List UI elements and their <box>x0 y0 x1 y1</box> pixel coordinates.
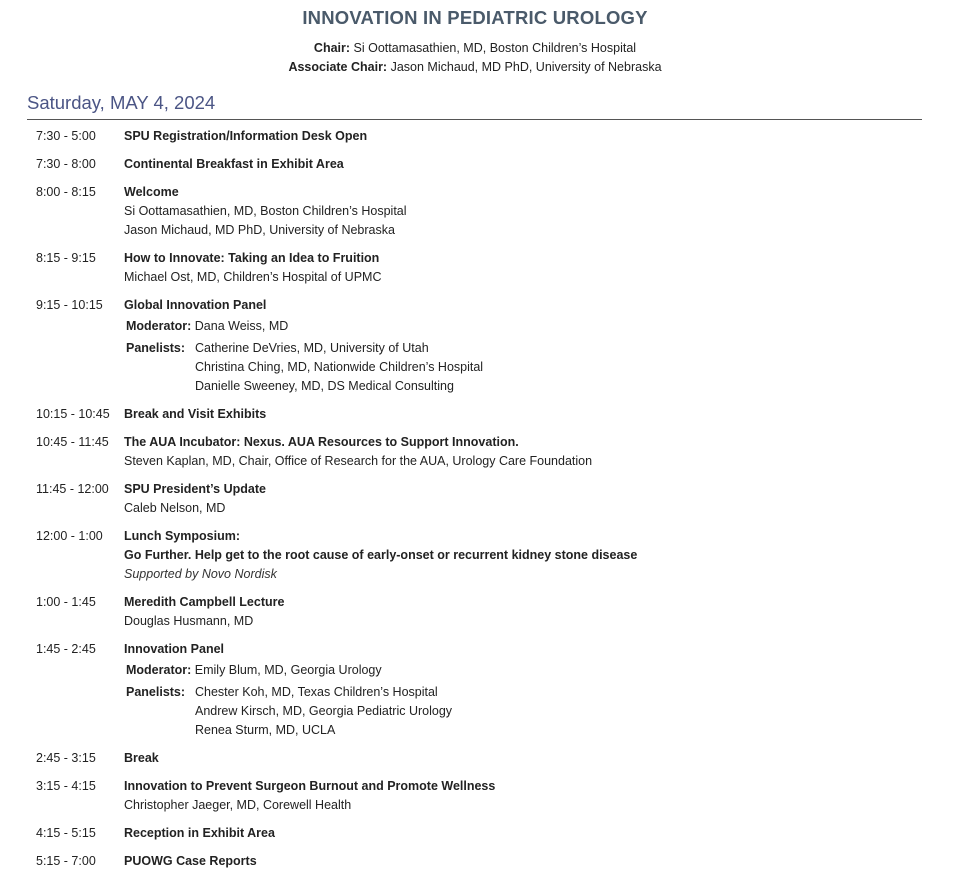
session-title: SPU President’s Update <box>124 482 266 496</box>
panelist-name: Catherine DeVries, MD, University of Utah <box>195 341 429 355</box>
session-details <box>124 852 936 871</box>
session-title: Break <box>124 751 159 765</box>
panelist-name: Andrew Kirsch, MD, Georgia Pediatric Urology <box>195 704 453 718</box>
session-subtitle: Go Further. Help get to the root cause of early-onset or recurrent kidney stone disease <box>124 548 638 562</box>
session-details <box>124 405 936 424</box>
divider <box>27 119 922 120</box>
session-time: 2:45 - 3:15 <box>36 751 96 765</box>
session-time: 5:15 - 7:00 <box>36 854 96 868</box>
session-time: 1:45 - 2:45 <box>36 642 96 656</box>
session-title: PUOWG Case Reports <box>124 854 257 868</box>
panelists-block <box>126 339 936 396</box>
schedule-row <box>36 527 936 584</box>
session-time: 8:00 - 8:15 <box>36 185 96 199</box>
session-time: 10:15 - 10:45 <box>36 407 110 421</box>
session-time: 9:15 - 10:15 <box>36 298 103 312</box>
panelists-list <box>195 339 936 396</box>
session-time: 12:00 - 1:00 <box>36 529 103 543</box>
schedule-row <box>36 183 936 240</box>
associate-chair-value: Jason Michaud, MD PhD, University of Nebraska <box>390 60 662 74</box>
session-title: Innovation to Prevent Surgeon Burnout and Promote Wellness <box>124 779 496 793</box>
speaker-line: Caleb Nelson, MD <box>124 501 226 515</box>
panelists-block <box>126 683 936 740</box>
schedule <box>36 127 936 880</box>
moderator-name: Emily Blum, MD, Georgia Urology <box>194 663 382 677</box>
session-title: Meredith Campbell Lecture <box>124 595 285 609</box>
session-time: 7:30 - 8:00 <box>36 157 96 171</box>
session-details <box>124 640 936 740</box>
session-details <box>124 593 936 631</box>
session-details <box>124 777 936 815</box>
speaker-line: Douglas Husmann, MD <box>124 614 254 628</box>
session-details <box>124 824 936 843</box>
panelist-name: Christina Ching, MD, Nationwide Children’s Hospital <box>195 360 484 374</box>
schedule-row <box>36 127 936 146</box>
panelists-label: Panelists: <box>126 341 186 355</box>
session-title: The AUA Incubator: Nexus. AUA Resources to Support Innovation. <box>124 435 519 449</box>
panelists-list <box>195 683 936 740</box>
session-title: Continental Breakfast in Exhibit Area <box>124 157 344 171</box>
moderator-label: Moderator: <box>126 663 192 677</box>
session-time: 4:15 - 5:15 <box>36 826 96 840</box>
panelist-name: Chester Koh, MD, Texas Children’s Hospital <box>195 685 438 699</box>
session-title: Welcome <box>124 185 179 199</box>
schedule-row <box>36 824 936 843</box>
session-title: Reception in Exhibit Area <box>124 826 275 840</box>
session-time: 8:15 - 9:15 <box>36 251 96 265</box>
session-time: 11:45 - 12:00 <box>36 482 109 496</box>
session-time: 7:30 - 5:00 <box>36 129 96 143</box>
session-title: How to Innovate: Taking an Idea to Fruition <box>124 251 380 265</box>
session-details <box>124 433 936 471</box>
schedule-row <box>36 777 936 815</box>
chair-line <box>0 39 950 58</box>
session-details <box>124 296 936 396</box>
session-details <box>124 155 936 174</box>
session-time: 3:15 - 4:15 <box>36 779 96 793</box>
page-title: INNOVATION IN PEDIATRIC UROLOGY <box>302 7 648 28</box>
moderator-line <box>126 317 936 336</box>
schedule-row <box>36 593 936 631</box>
schedule-row <box>36 155 936 174</box>
schedule-row <box>36 433 936 471</box>
panelist-name: Renea Sturm, MD, UCLA <box>195 723 336 737</box>
session-time: 10:45 - 11:45 <box>36 435 109 449</box>
session-title: Lunch Symposium: <box>124 529 240 543</box>
session-details <box>124 749 936 768</box>
session-title: SPU Registration/Information Desk Open <box>124 129 368 143</box>
moderator-line <box>126 661 936 680</box>
session-details <box>124 127 936 146</box>
moderator-label: Moderator: <box>126 319 192 333</box>
chair-label: Chair: <box>313 41 351 55</box>
schedule-row <box>36 480 936 518</box>
session-details <box>124 527 936 584</box>
session-details <box>124 249 936 287</box>
associate-chair-label: Associate Chair: <box>288 60 388 74</box>
speaker-line: Jason Michaud, MD PhD, University of Nebraska <box>124 223 395 237</box>
schedule-row <box>36 249 936 287</box>
chairs-block <box>0 39 950 77</box>
panelists-label: Panelists: <box>126 685 186 699</box>
schedule-row <box>36 852 936 871</box>
schedule-row <box>36 296 936 396</box>
speaker-line: Michael Ost, MD, Children’s Hospital of UPMC <box>124 270 382 284</box>
associate-chair-line <box>0 58 950 77</box>
schedule-row <box>36 749 936 768</box>
moderator-name: Dana Weiss, MD <box>194 319 289 333</box>
session-details <box>124 480 936 518</box>
schedule-row <box>36 640 936 740</box>
session-details <box>124 183 936 240</box>
panelist-name: Danielle Sweeney, MD, DS Medical Consulting <box>195 379 454 393</box>
date-heading: Saturday, MAY 4, 2024 <box>27 92 216 113</box>
schedule-row <box>36 405 936 424</box>
session-title: Break and Visit Exhibits <box>124 407 267 421</box>
chair-value: Si Oottamasathien, MD, Boston Children’s Hospital <box>353 41 637 55</box>
speaker-line: Christopher Jaeger, MD, Corewell Health <box>124 798 352 812</box>
session-title: Global Innovation Panel <box>124 298 267 312</box>
speaker-line: Steven Kaplan, MD, Chair, Office of Research for the AUA, Urology Care Foundation <box>124 454 593 468</box>
session-title: Innovation Panel <box>124 642 225 656</box>
speaker-line: Si Oottamasathien, MD, Boston Children’s Hospital <box>124 204 407 218</box>
sponsor-note: Supported by Novo Nordisk <box>124 567 277 581</box>
session-time: 1:00 - 1:45 <box>36 595 96 609</box>
